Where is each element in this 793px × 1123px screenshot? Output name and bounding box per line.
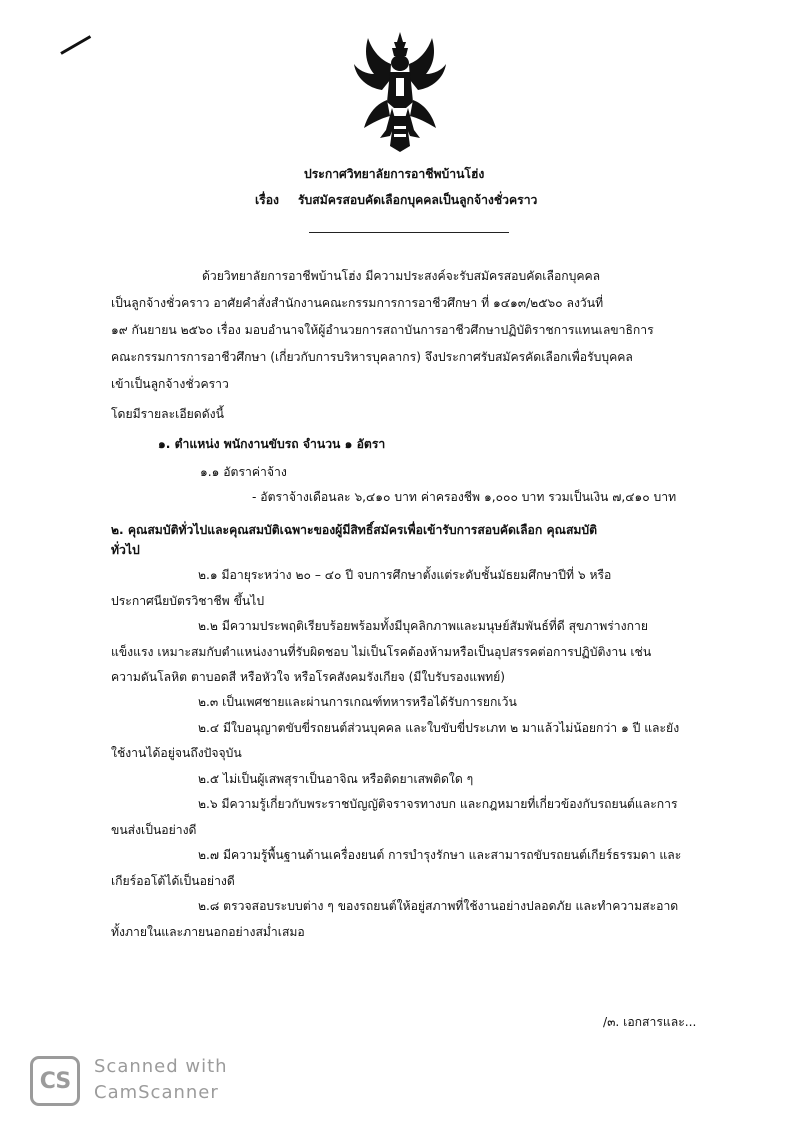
item-2-2: ๒.๒ มีความประพฤติเรียบร้อยพร้อมทั้งมีบุคลิกภาพและมนุษย์สัมพันธ์ที่ดี สุขภาพร่างกาย	[198, 619, 648, 633]
intro-line-5: เข้าเป็นลูกจ้างชั่วคราว	[111, 377, 229, 391]
pen-mark	[60, 35, 91, 55]
details-intro: โดยมีรายละเอียดดังนี้	[111, 407, 224, 421]
intro-line-4: คณะกรรมการการอาชีวศึกษา (เกี่ยวกับการบริหารบุคลากร) จึงประกาศรับสมัครคัดเลือกเพื่อรับบุคคล	[111, 350, 633, 364]
watermark-line-1: Scanned with	[94, 1056, 228, 1077]
section-1-heading: ๑. ตำแหน่ง พนักงานขับรถ จำนวน ๑ อัตรา	[158, 437, 386, 451]
item-2-1: ๒.๑ มีอายุระหว่าง ๒๐ – ๔๐ ปี จบการศึกษาตั้งแต่ระดับชั้นมัธยมศึกษาปีที่ ๖ หรือ	[198, 568, 612, 582]
item-2-3: ๒.๓ เป็นเพศชายและผ่านการเกณฑ์ทหารหรือได้รับการยกเว้น	[198, 695, 517, 709]
camscanner-logo: CS	[30, 1056, 80, 1106]
garuda-emblem	[350, 30, 450, 155]
intro-line-3: ๑๙ กันยายน ๒๕๖๐ เรื่อง มอบอำนาจให้ผู้อำนวยการสถาบันการอาชีวศึกษาปฏิบัติราชการแทนเลขาธิการ	[111, 323, 654, 337]
item-2-8-cont: ทั้งภายในและภายนอกอย่างสม่ำเสมอ	[111, 925, 305, 939]
item-2-5: ๒.๕ ไม่เป็นผู้เสพสุราเป็นอาจิณ หรือติดยาเสพติดใด ๆ	[198, 772, 474, 786]
intro-line-1: ด้วยวิทยาลัยการอาชีพบ้านโฮ่ง มีความประสงค์จะรับสมัครสอบคัดเลือกบุคคล	[202, 269, 601, 283]
item-2-7-cont: เกียร์ออโต้ได้เป็นอย่างดี	[111, 874, 235, 888]
continuation-note: /๓. เอกสารและ...	[603, 1015, 697, 1029]
item-2-2-cont-2: ความดันโลหิต ตาบอดสี หรือหัวใจ หรือโรคสังคมรังเกียจ (มีใบรับรองแพทย์)	[111, 670, 506, 684]
item-2-1-cont: ประกาศนียบัตรวิชาชีพ ขึ้นไป	[111, 594, 265, 608]
section-2-heading-cont: ทั่วไป	[111, 543, 140, 557]
item-2-4: ๒.๔ มีใบอนุญาตขับขี่รถยนต์ส่วนบุคคล และใบขับขี่ประเภท ๒ มาแล้วไม่น้อยกว่า ๑ ปี และยัง	[198, 721, 680, 735]
subject-text: รับสมัครสอบคัดเลือกบุคคลเป็นลูกจ้างชั่วคราว	[298, 193, 538, 207]
subject-label: เรื่อง	[255, 193, 279, 207]
item-2-2-cont-1: แข็งแรง เหมาะสมกับตำแหน่งงานที่รับผิดชอบ ไม่เป็นโรคต้องห้ามหรือเป็นอุปสรรคต่อการปฏิบัติงาน เช่น	[111, 645, 652, 659]
item-2-7: ๒.๗ มีความรู้พื้นฐานด้านเครื่องยนต์ การบำรุงรักษา และสามารถขับรถยนต์เกียร์ธรรมดา และ	[198, 848, 682, 862]
wage-line: - อัตราจ้างเดือนละ ๖,๔๑๐ บาท ค่าครองชีพ ๑,๐๐๐ บาท รวมเป็นเงิน ๗,๔๑๐ บาท	[252, 490, 677, 504]
section-1-1-heading: ๑.๑ อัตราค่าจ้าง	[200, 465, 287, 479]
item-2-6-cont: ขนส่งเป็นอย่างดี	[111, 823, 197, 837]
item-2-6: ๒.๖ มีความรู้เกี่ยวกับพระราชบัญญัติจราจรทางบก และกฎหมายที่เกี่ยวข้องกับรถยนต์และการ	[198, 797, 678, 811]
section-2-heading: ๒. คุณสมบัติทั่วไปและคุณสมบัติเฉพาะของผู้มีสิทธิ์สมัครเพื่อเข้ารับการสอบคัดเลือก คุณสมบัติ	[111, 523, 598, 537]
announcement-title: ประกาศวิทยาลัยการอาชีพบ้านโฮ่ง	[304, 167, 485, 181]
intro-line-2: เป็นลูกจ้างชั่วคราว อาศัยคำสั่งสำนักงานคณะกรรมการการอาชีวศึกษา ที่ ๑๔๑๓/๒๕๖๐ ลงวันที่	[111, 296, 604, 310]
item-2-8: ๒.๘ ตรวจสอบระบบต่าง ๆ ของรถยนต์ให้อยู่สภาพที่ใช้งานอย่างปลอดภัย และทำความสะอาด	[198, 899, 679, 913]
title-divider	[309, 232, 509, 233]
item-2-4-cont: ใช้งานได้อยู่จนถึงปัจจุบัน	[111, 746, 242, 760]
watermark-line-2: CamScanner	[94, 1082, 219, 1103]
